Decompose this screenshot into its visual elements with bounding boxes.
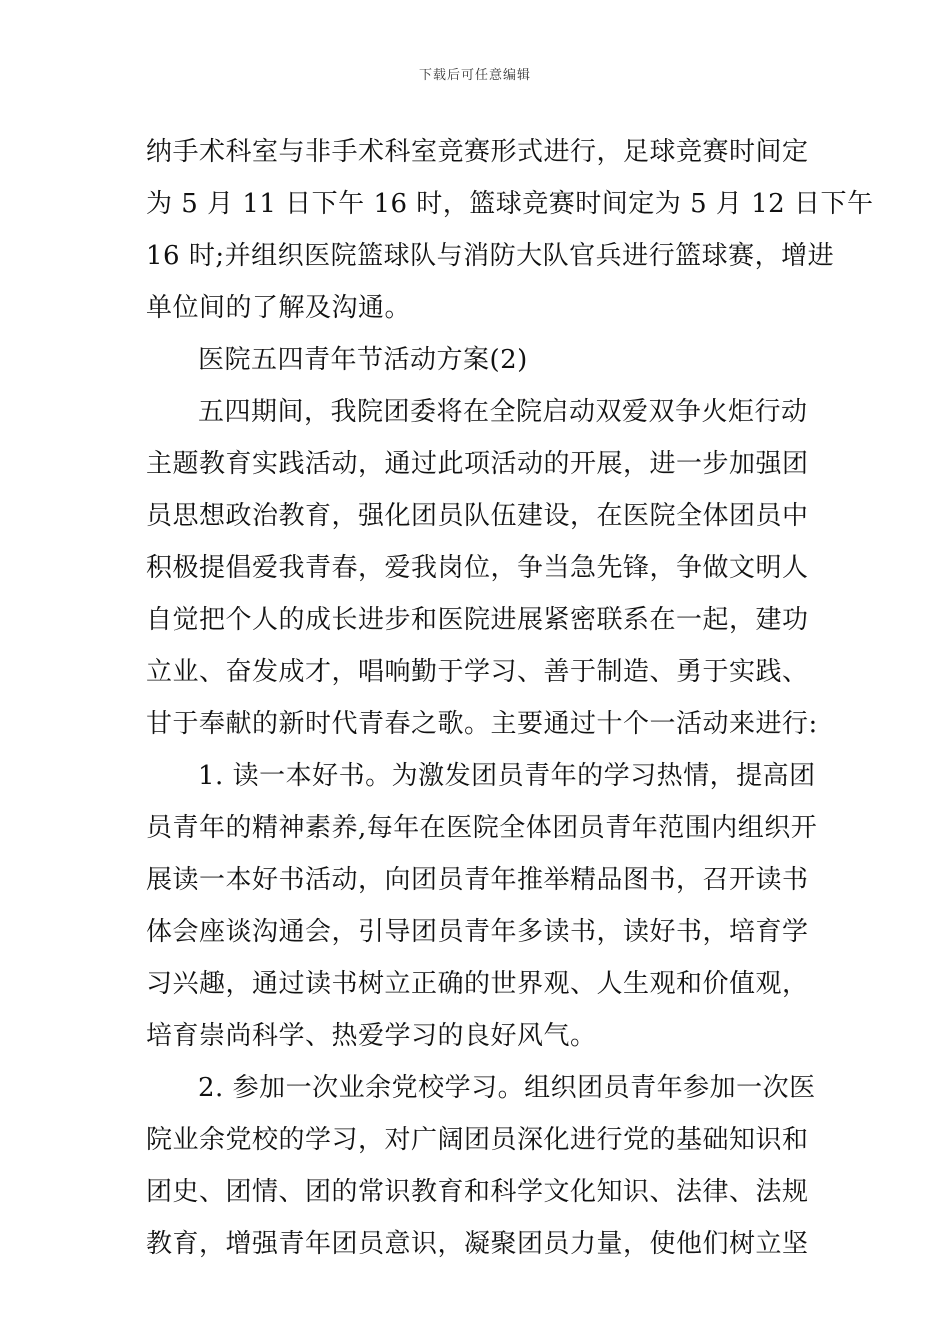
text-line: 培育崇尚科学、热爱学习的良好风气。: [146, 1021, 597, 1051]
text-line: 单位间的了解及沟通。: [146, 293, 412, 323]
text-line: 立业、奋发成才，唱响勤于学习、善于制造、勇于实践、: [146, 657, 809, 687]
text-line: 五四期间，我院团委将在全院启动双爱双争火炬行动: [198, 397, 808, 427]
text-line: 纳手术科室与非手术科室竞赛形式进行，足球竞赛时间定: [146, 137, 809, 167]
text-line: 员思想政治教育，强化团员队伍建设，在医院全体团员中: [146, 501, 809, 531]
text-line: 2. 参加一次业余党校学习。组织团员青年参加一次医: [198, 1073, 816, 1103]
text-line: 员青年的精神素养,每年在医院全体团员青年范围内组织开: [146, 813, 818, 843]
text-line: 积极提倡爱我青春，爱我岗位，争当急先锋，争做文明人: [146, 553, 809, 583]
text-line: 习兴趣，通过读书树立正确的世界观、人生观和价值观，: [146, 969, 809, 999]
text-line: 自觉把个人的成长进步和医院进展紧密联系在一起，建功: [146, 605, 809, 635]
text-line: 展读一本好书活动，向团员青年推举精品图书，召开读书: [146, 865, 809, 895]
text-line: 甘于奉献的新时代青春之歌。主要通过十个一活动来进行:: [146, 709, 818, 739]
text-line: 为 5 月 11 日下午 16 时，篮球竞赛时间定为 5 月 12 日下午: [146, 189, 874, 219]
text-line: 团史、团情、团的常识教育和科学文化知识、法律、法规: [146, 1177, 809, 1207]
text-line: 体会座谈沟通会，引导团员青年多读书，读好书，培育学: [146, 917, 809, 947]
text-line: 院业余党校的学习，对广阔团员深化进行党的基础知识和: [146, 1125, 809, 1155]
document-body: [146, 126, 874, 1270]
page-header: 下载后可任意编辑: [418, 68, 531, 83]
text-line: 医院五四青年节活动方案(2): [198, 345, 528, 375]
text-line: 1. 读一本好书。为激发团员青年的学习热情，提高团: [198, 761, 816, 791]
text-line: 16 时;并组织医院篮球队与消防大队官兵进行篮球赛，增进: [146, 241, 835, 271]
text-line: 教育，增强青年团员意识，凝聚团员力量，使他们树立坚: [146, 1229, 809, 1259]
text-line: 主题教育实践活动，通过此项活动的开展，进一步加强团: [146, 449, 809, 479]
